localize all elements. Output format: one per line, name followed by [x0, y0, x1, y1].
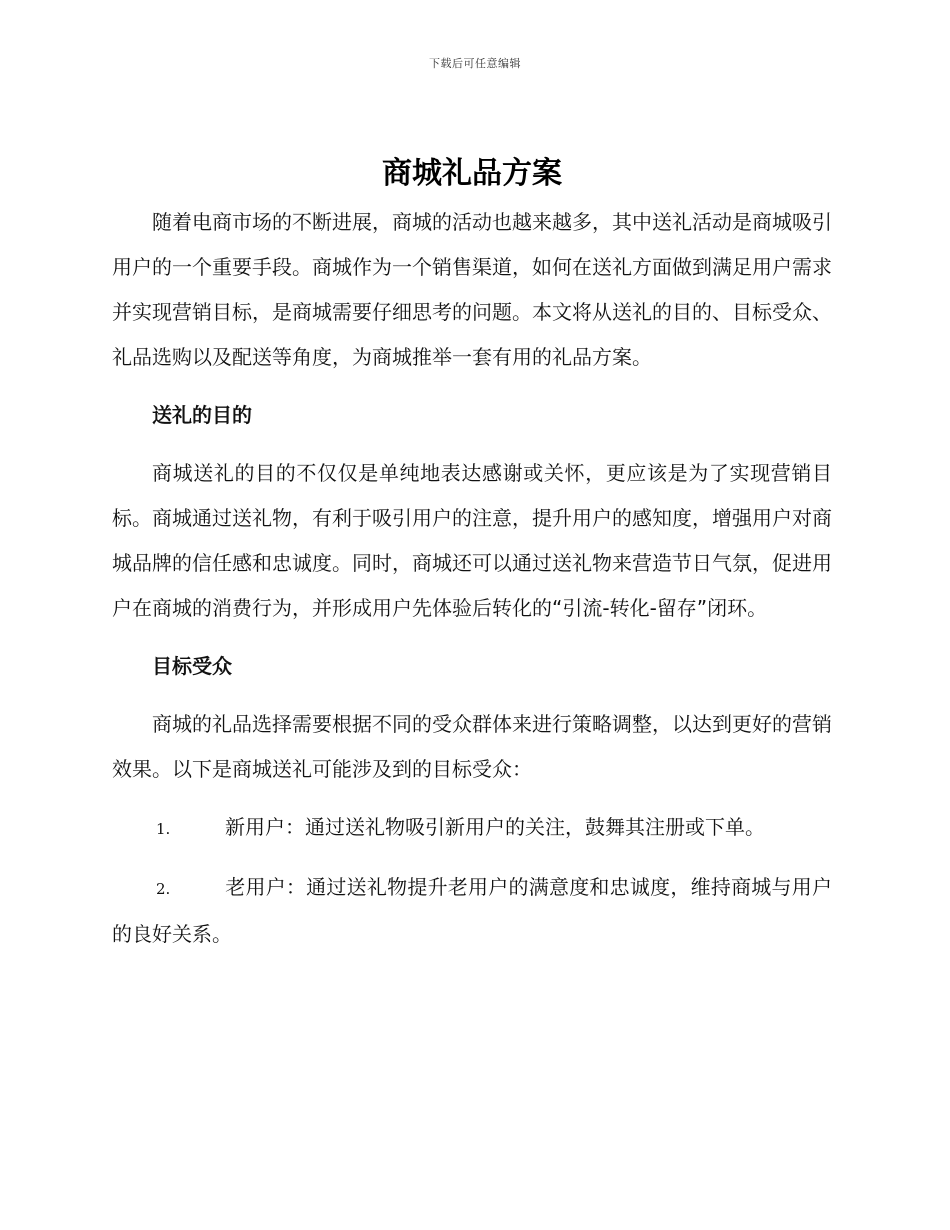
list-item — [112, 865, 832, 957]
section-paragraph-audience: 商城的礼品选择需要根据不同的受众群体来进行策略调整，以达到更好的营销效果。以下是商城送礼可能涉及到的目标受众： — [112, 712, 832, 781]
list-item-text: 新用户：通过送礼物吸引新用户的关注，鼓舞其注册或下单。 — [225, 815, 765, 839]
section-heading-audience: 目标受众 — [152, 654, 232, 678]
page-header-note: 下载后可任意编辑 — [429, 57, 521, 70]
list-item — [112, 805, 832, 852]
section-heading-purpose: 送礼的目的 — [152, 403, 252, 427]
section-paragraph-purpose: 商城送礼的目的不仅仅是单纯地表达感谢或关怀，更应该是为了实现营销目标。商城通过送礼物，有利于吸引用户的注意，提升用户的感知度，增强用户对商城品牌的信任感和忠诚度。同时，商城还可以通过送礼物来营造节日气氛，促进用户在商城的消费行为，并形成用户先体验后转化的“引流-转化-留存”闭环。 — [112, 461, 832, 620]
list-item-number: 2. — [156, 880, 171, 898]
list-item-number: 1. — [156, 820, 171, 838]
list-item-text: 老用户：通过送礼物提升老用户的满意度和忠诚度，维持商城与用户的良好关系。 — [112, 875, 832, 946]
document-body — [112, 148, 832, 957]
document-title: 商城礼品方案 — [382, 156, 562, 191]
intro-paragraph: 随着电商市场的不断进展，商城的活动也越来越多，其中送礼活动是商城吸引用户的一个重要手段。商城作为一个销售渠道，如何在送礼方面做到满足用户需求并实现营销目标，是商城需要仔细思考的问题。本文将从送礼的目的、目标受众、礼品选购以及配送等角度，为商城推举一套有用的礼品方案。 — [112, 210, 832, 369]
